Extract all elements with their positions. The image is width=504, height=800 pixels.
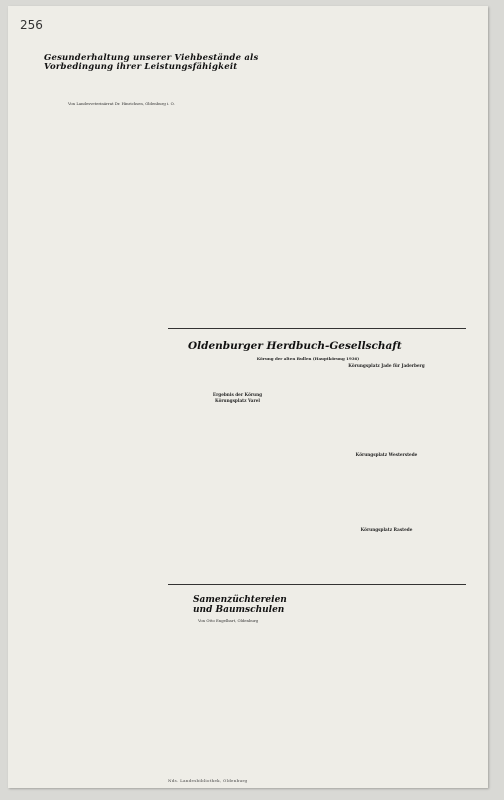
article-2-subline: Körung der alten Bullen (Hauptkörung 1936) [256,356,360,361]
divider-rule [168,328,466,329]
divider-rule [168,584,466,585]
article-2-column-2a [309,369,464,451]
article-2-subhead: Ergebnis der Körung [212,392,263,397]
article-2-subhead: Körungsplatz Westerstede [355,452,418,457]
article-1-byline: Von Landesveterinärrat Dr. Hinrichsen, Oldenburg i. O. [68,101,175,106]
article-3-column-2 [309,591,464,788]
article-2-intro [172,364,303,390]
article-1-column-2 [169,109,289,322]
article-2-subhead: Körungsplatz Varel [215,398,260,403]
article-2-column-1 [172,404,303,579]
newspaper-page [8,6,488,788]
library-stamp: Nds. Landesbibliothek, Oldenburg [168,778,248,783]
article-1-headline: Gesunderhaltung unserer Viehbestände als Vorbedingung ihrer Leistungsfähigkeit [44,53,259,73]
article-3-headline: Samenzüchtereien und Baumschulen [193,595,287,616]
article-1-column-3 [297,16,463,329]
article-2-column-2b [309,458,464,526]
article-2-headline: Oldenburger Herdbuch-Gesellschaft [188,340,402,352]
article-1-column-1 [42,109,162,788]
page-number: 256 [20,18,43,32]
article-3-byline: Von Otto Engelbart, Oldenburg [198,618,259,623]
article-2-column-2c [309,533,464,581]
article-2-subhead: Körungsplatz Rastede [360,527,413,532]
article-3-column-1 [172,626,303,788]
article-2-subhead: Körungsplatz Jade für Jaderberg [348,363,425,368]
